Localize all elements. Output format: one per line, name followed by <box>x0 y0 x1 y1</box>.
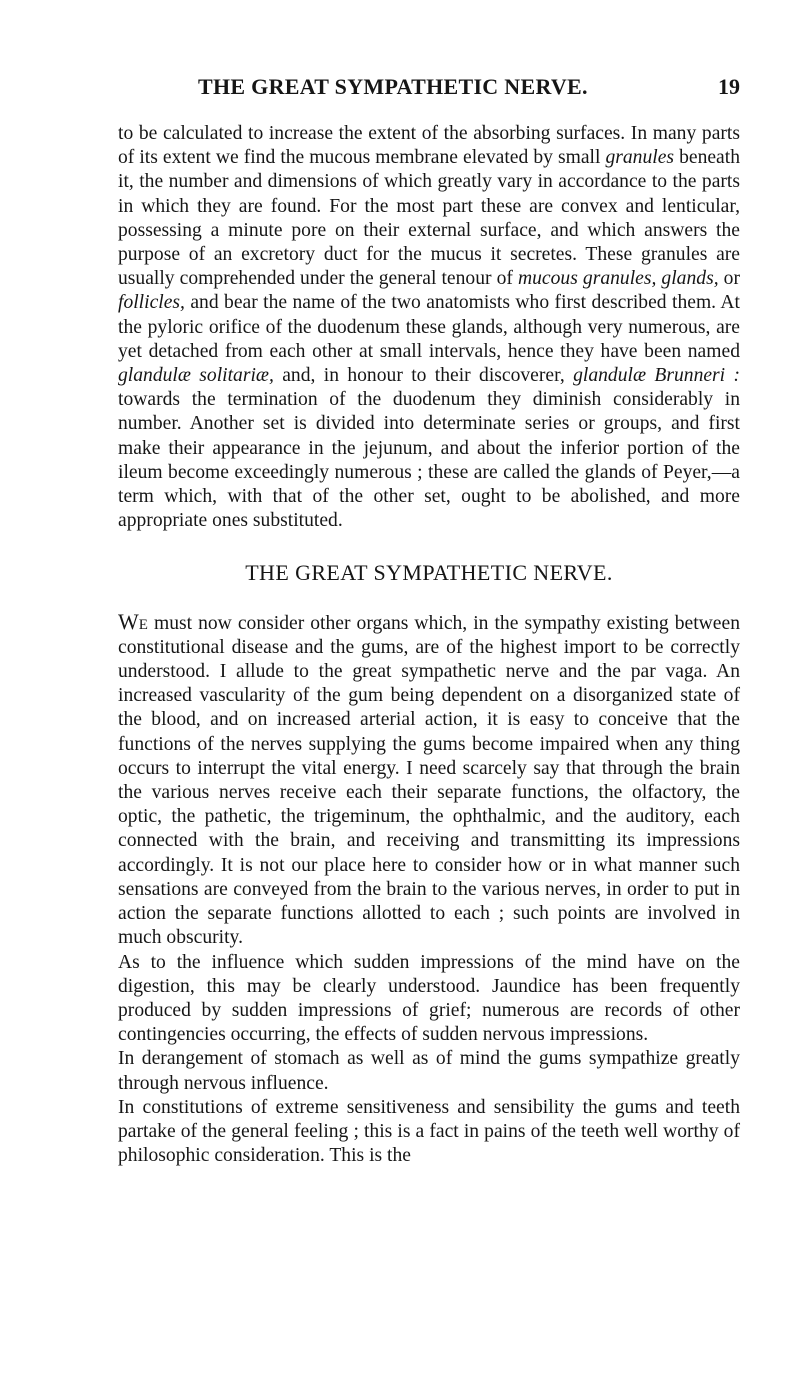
paragraph-sensitiveness: In constitutions of extreme sensitiveness and sensibility the gums and teeth partake of the general feeling ; this is a fact in pains of the teeth well worthy of philosophic consideration. This is the <box>118 1096 740 1167</box>
text-run: to be calculated to increase the extent of the absorbing surfaces. In many parts of its extent we find the mucous membrane elevated by small <box>118 123 740 169</box>
page-number: 19 <box>718 74 740 99</box>
italic-term-granules: granules <box>605 147 675 169</box>
section-heading: THE GREAT SYMPATHETIC NERVE. <box>245 560 613 586</box>
paragraph-derangement: In derangement of stomach as well as of mind the gums sympathize greatly through nervous influence. <box>118 1048 740 1094</box>
italic-term-mucous-granules: mucous granules, glands, <box>517 268 719 290</box>
running-title: THE GREAT SYMPATHETIC NERVE. <box>198 74 588 99</box>
paragraph-sympathetic-nerve <box>118 610 740 951</box>
text-run: and, in honour to their discoverer, <box>273 365 574 387</box>
text-run: towards the termination of the duodenum they diminish considerably in number. Another set is divided into determinate series or groups, and first make their appearance in the jejunum, and about the inferior portion of the ileum become exceedingly numerous ; these are called the glands of Peyer,—a term which, with that of the other set, ought to be abolished, and more appropriate ones substituted. <box>118 389 740 532</box>
italic-term-glandulae-solitariae: glandulæ solitariæ, <box>118 365 274 387</box>
body-text <box>118 122 740 1168</box>
running-head <box>118 74 740 104</box>
paragraph-glands <box>118 122 740 533</box>
paragraph-influence-of-mind: As to the influence which sudden impressions of the mind have on the digestion, this may be clearly understood. Jaundice has been frequently produced by sudden impressions of grief; numerous are records of other contingencies occurring, the effects of sudden nervous impressions. <box>118 951 740 1046</box>
text-run: must now consider other organs which, in the sympathy existing between constitutional disease and the gums, are of the highest import to be correctly understood. I allude to the great sympathetic nerve and the par vaga. An increased vascularity of the gum being dependent on a disorganized state of the blood, and on increased arterial action, it is easy to conceive that the functions of the nerves supplying the gums become impaired when any thing occurs to interrupt the vital energy. I need scarcely say that through the brain the various nerves receive each their separate functions, the olfactory, the optic, the pathetic, the trigeminum, the ophthalmic, and the auditory, each connected with the brain, and receiving and transmitting its impressions accordingly. It is not our place here to consider how or in what manner such sensations are conveyed from the brain to the various nerves, in order to put in action the separate functions allotted to each ; such points are involved in much obscurity. <box>118 612 740 949</box>
italic-term-follicles: follicles, <box>118 292 185 314</box>
opening-word: We <box>118 608 148 634</box>
italic-term-glandulae-brunneri: glandulæ Brunneri : <box>573 365 740 387</box>
text-run: and bear the name of the two anatomists who first described them. At the pyloric orifice of the duodenum these glands, although very numerous, are yet detached from each other at small intervals, hence they have been named <box>118 292 740 362</box>
text-run: or <box>718 268 740 290</box>
text-run: beneath it, the number and dimensions of which greatly vary in accordance to the parts in which they are found. For the most part these are convex and lenticular, possessing a minute pore on their external surface, and which answers the purpose of an excretory duct for the mucus it secretes. These granules are usually comprehended under the general tenour of <box>118 147 740 290</box>
